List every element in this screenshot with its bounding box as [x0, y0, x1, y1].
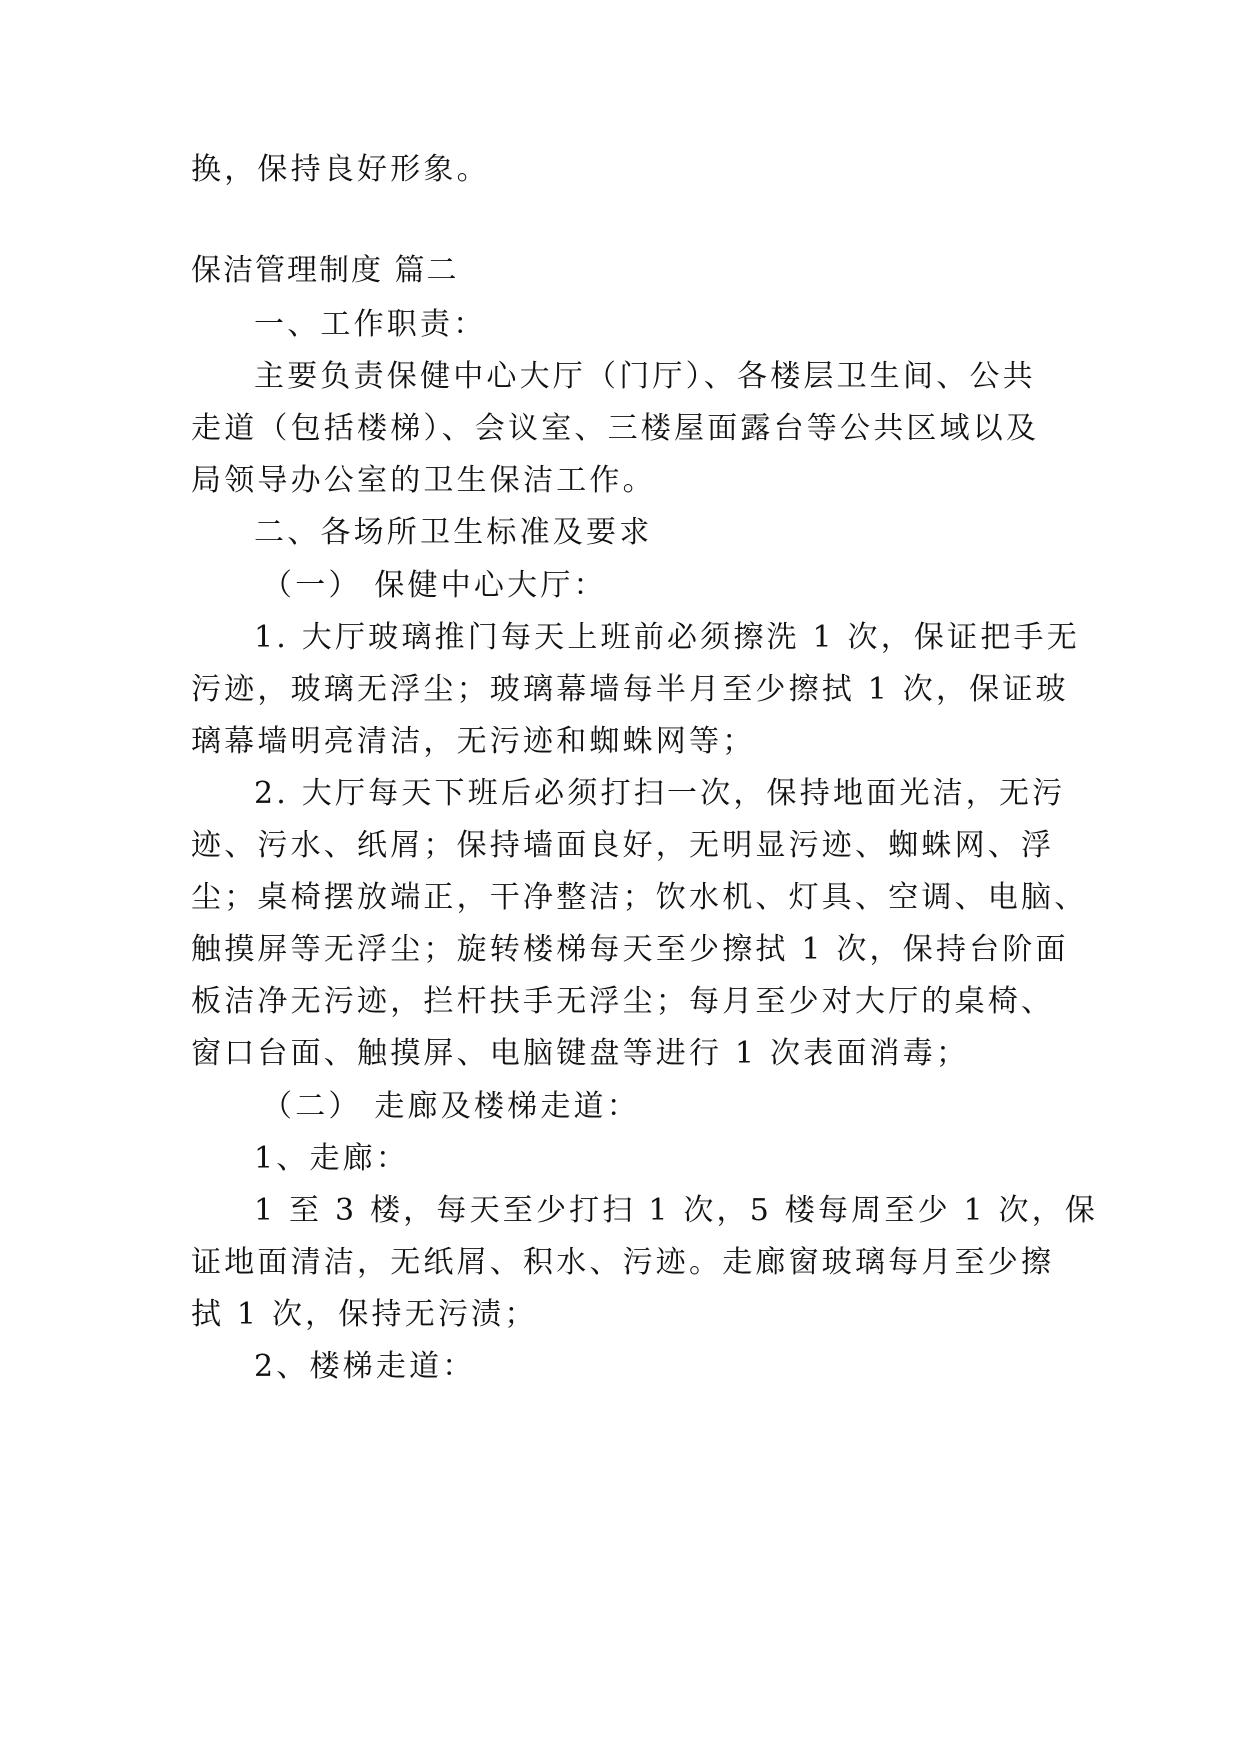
subsection-heading: （一） 保健中心大厅：: [262, 568, 607, 603]
item-heading: 2、楼梯走道：: [254, 1349, 476, 1384]
section-heading: 一、工作职责：: [254, 307, 487, 342]
paragraph-line: 尘；桌椅摆放端正，干净整洁；饮水机、灯具、空调、电脑、: [191, 880, 1088, 915]
item-heading: 1、走廊：: [254, 1141, 410, 1176]
paragraph-line: 换，保持良好形象。: [191, 152, 490, 187]
paragraph-line: 主要负责保健中心大厅（门厅）、各楼层卫生间、公共: [254, 359, 1036, 394]
paragraph-line: 窗口台面、触摸屏、电脑键盘等进行 1 次表面消毒；: [191, 1036, 970, 1071]
paragraph-line: 2. 大厅每天下班后必须打扫一次，保持地面光洁，无污: [254, 776, 1066, 811]
paragraph-line: 1 至 3 楼，每天至少打扫 1 次，5 楼每周至少 1 次，保: [254, 1193, 1099, 1228]
paragraph-line: 拭 1 次，保持无污渍；: [191, 1297, 538, 1332]
section-heading: 二、各场所卫生标准及要求: [254, 515, 653, 550]
paragraph-line: 走道（包括楼梯）、会议室、三楼屋面露台等公共区域以及: [191, 411, 1040, 446]
paragraph-line: 1. 大厅玻璃推门每天上班前必须擦洗 1 次，保证把手无: [254, 620, 1080, 655]
subsection-heading: （二） 走廊及楼梯走道：: [262, 1089, 640, 1124]
section-title: 保洁管理制度 篇二: [191, 253, 459, 288]
paragraph-line: 污迹，玻璃无浮尘；玻璃幕墙每半月至少擦拭 1 次，保证玻: [191, 672, 1069, 707]
paragraph-line: 板洁净无污迹，拦杆扶手无浮尘；每月至少对大厅的桌椅、: [191, 984, 1055, 1019]
paragraph-line: 璃幕墙明亮清洁，无污迹和蜘蛛网等；: [191, 724, 756, 759]
paragraph-line: 迹、污水、纸屑；保持墙面良好，无明显污迹、蜘蛛网、浮: [191, 828, 1055, 863]
paragraph-line: 触摸屏等无浮尘；旋转楼梯每天至少擦拭 1 次，保持台阶面: [191, 932, 1069, 967]
paragraph-line: 局领导办公室的卫生保洁工作。: [191, 463, 656, 498]
paragraph-line: 证地面清洁，无纸屑、积水、污迹。走廊窗玻璃每月至少擦: [191, 1245, 1055, 1280]
